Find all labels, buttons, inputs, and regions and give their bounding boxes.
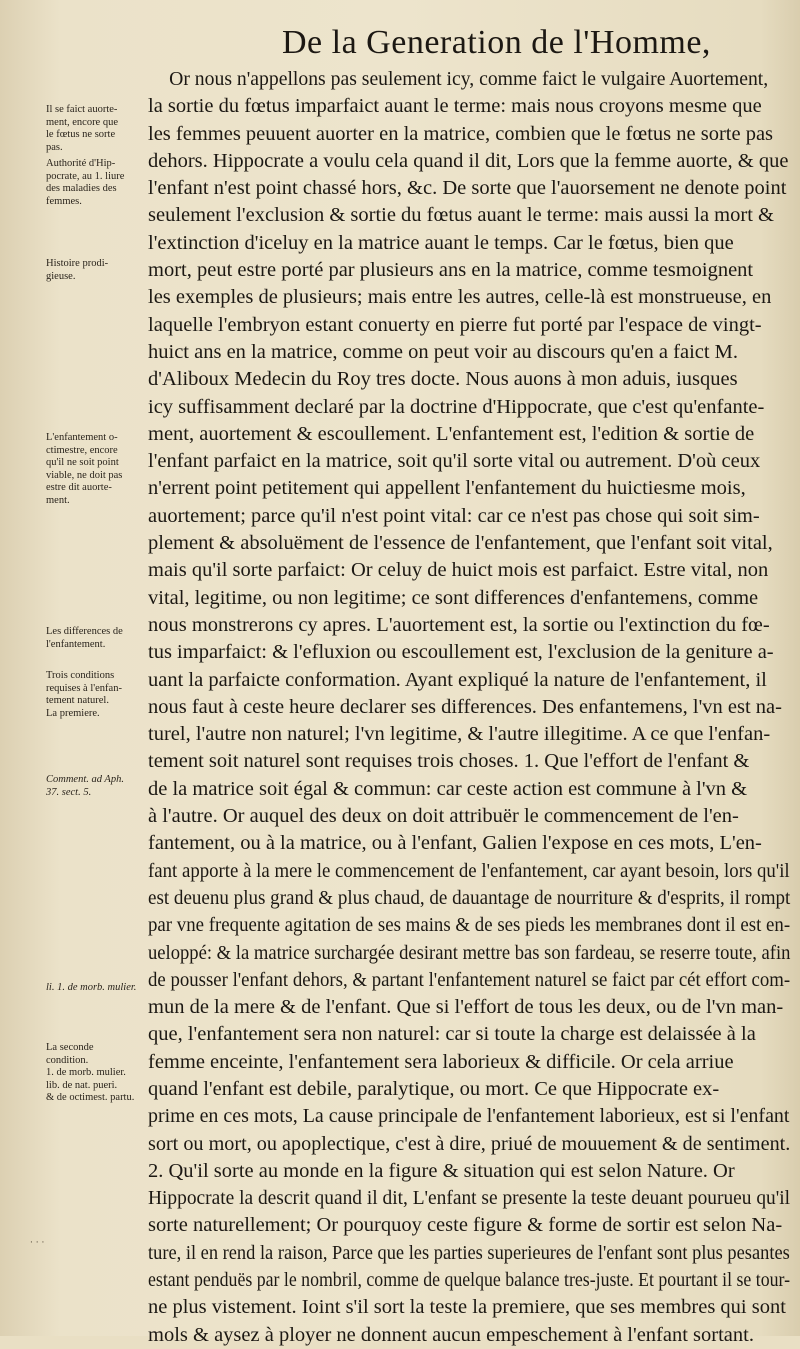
text-line: turel, l'autre non naturel; l'vn legitime, & l'autre illegitime. A ce que l'enfan- — [148, 723, 771, 746]
text-line: sorte naturellement; Or pourquoy ceste figure & forme de sortir est selon Na- — [148, 1214, 783, 1237]
text-line: par vne frequente agitation de ses mains & de ses pieds les membranes dont il est en- — [148, 914, 791, 937]
margin-note-octimestre — [46, 432, 150, 507]
text-line: est deuenu plus grand & plus chaud, de dauantage de nourriture & d'esprits, il rompt — [148, 886, 791, 909]
text-line: ueloppé: & la matrice surchargée desirant mettre bas son fardeau, se reserre toute, afin — [148, 941, 791, 964]
text-line: de pousser l'enfant dehors, & partant l'enfantement naturel se faict par cét effort com- — [148, 968, 791, 991]
margin-note-line: La seconde — [46, 1042, 94, 1053]
text-line: que, l'enfantement sera non naturel: car si toute la charge est delaissée à la — [148, 1023, 756, 1046]
text-line: fant apporte à la mere le commencement de l'enfantement, car ayant besoin, lors qu'il — [148, 859, 790, 882]
margin-note-line: li. 1. de morb. mulier. — [46, 982, 137, 993]
margin-note-line: La premiere. — [46, 707, 100, 719]
text-line: prime en ces mots, La cause principale de l'enfantement laborieux, est si l'enfant — [148, 1105, 790, 1128]
margin-note-line: viable, ne doit pas — [46, 469, 123, 481]
margin-note-trois-conditions — [46, 670, 150, 720]
margin-note-histoire — [46, 258, 150, 283]
margin-note-morb-mulier — [46, 982, 150, 995]
text-line: uant la parfaicte conformation. Ayant expliqué la nature de l'enfantement, il — [148, 668, 767, 691]
margin-note-line: Les differences de — [46, 626, 123, 637]
text-line: mort, peut estre porté par plusieurs ans en la matrice, comme tesmoignent — [148, 259, 754, 282]
text-line: nous faut à ceste heure declarer ses differences. Des enfantemens, l'vn est na- — [148, 695, 782, 718]
margin-note-line: Authorité d'Hip- — [46, 158, 116, 169]
text-line: mais qu'il sorte parfaict: Or celuy de huict mois est parfaict. Estre vital, non — [148, 559, 769, 582]
text-line: l'enfant n'est point chassé hors, &c. De sorte que l'auorsement ne denote point — [148, 177, 787, 200]
text-line: l'enfant parfaict en la matrice, soit qu'il sorte vital ou autrement. D'où ceux — [148, 450, 761, 473]
margin-note-line: Comment. ad Aph. — [46, 774, 124, 785]
text-line: nous monstrerons cy apres. L'auortement est, la sortie ou l'extinction du fœ- — [148, 613, 770, 636]
main-text — [148, 66, 790, 1349]
text-line: ne plus vistement. Ioint s'il sort la teste la premiere, que ses membres qui sont — [148, 1296, 786, 1319]
text-line: seulement l'exclusion & sortie du fœtus auant le terme: mais aussi la mort & — [148, 204, 774, 227]
margin-note-line: lib. de nat. pueri. — [46, 1079, 118, 1091]
margin-note-line: le fœtus ne sorte — [46, 129, 116, 140]
margin-note-line: 1. de morb. mulier. — [46, 1067, 126, 1078]
text-line: laquelle l'embryon estant conuerty en pierre fut porté par l'espace de vingt- — [148, 313, 762, 336]
margin-note-line: 37. sect. 5. — [46, 786, 92, 798]
text-line: femme enceinte, l'enfantement sera laborieux & difficile. Or cela arriue — [148, 1050, 734, 1073]
margin-note-line: ment. — [46, 494, 70, 506]
text-line: tus imparfaict: & l'efluxion ou escoullement est, l'exclusion de la geniture a- — [148, 641, 774, 664]
margin-note-line: requises à l'enfan- — [46, 682, 122, 694]
text-line: Or nous n'appellons pas seulement icy, comme faict le vulgaire Auortement, — [169, 68, 769, 90]
margin-note-seconde-condition — [46, 1042, 150, 1105]
margin-note-differences — [46, 626, 150, 651]
text-line: de la matrice soit égal & commun: car ceste action est commune à l'vn & — [148, 777, 748, 800]
margin-note-line: Trois conditions — [46, 670, 115, 681]
text-line: n'errent point petitement qui appellent l'enfantement du huictiesme mois, — [148, 477, 746, 500]
margin-note-line: condition. — [46, 1054, 89, 1066]
text-line: quand l'enfant est debile, paralytique, ou mort. Ce que Hippocrate ex- — [148, 1077, 720, 1100]
margin-note-line: pas. — [46, 141, 63, 153]
text-line: Hippocrate la descrit quand il dit, L'enfant se presente la teste deuant pourueu qu'il — [148, 1187, 791, 1210]
margin-note-line: ctimestre, encore — [46, 444, 118, 456]
margin-note-hippocrate — [46, 158, 150, 208]
margin-note-line: gieuse. — [46, 270, 76, 282]
margin-note-line: estre dit auorte- — [46, 482, 112, 493]
margin-note-line: l'enfantement. — [46, 638, 106, 650]
margin-note-auortement — [46, 104, 150, 154]
text-line: tement soit naturel sont requises trois choses. 1. Que l'effort de l'enfant & — [148, 750, 750, 773]
text-line: plement & absoluëment de l'essence de l'enfantement, que l'enfant soit vital, — [148, 532, 773, 555]
margin-note-line: L'enfantement o- — [46, 432, 118, 443]
margin-note-line: Il se faict auorte- — [46, 104, 118, 115]
margin-note-line: femmes. — [46, 195, 82, 207]
margin-note-line: Histoire prodi- — [46, 258, 109, 269]
text-line: vital, legitime, ou non legitime; ce sont differences d'enfantemens, comme — [148, 586, 759, 609]
margin-note-line: des maladies des — [46, 183, 117, 194]
text-line: mun de la mere & de l'enfant. Que si l'effort de tous les deux, ou de l'vn man- — [148, 996, 784, 1019]
page-title: De la Generation de l'Homme, — [282, 24, 711, 61]
text-line: 2. Qu'il sorte au monde en la figure & situation qui est selon Nature. Or — [148, 1159, 735, 1182]
margin-note-line: tement naturel. — [46, 695, 109, 706]
margin-note-line: & de octimest. partu. — [46, 1092, 135, 1103]
margin-note-comment-aph — [46, 774, 150, 799]
text-line: ment, auortement & escoullement. L'enfantement est, l'edition & sortie de — [148, 422, 755, 445]
text-line: dehors. Hippocrate a voulu cela quand il dit, Lors que la femme auorte, & que — [148, 149, 789, 172]
margin-note-line: pocrate, au 1. liure — [46, 170, 125, 182]
text-line: estant penduës par le nombril, comme de quelque balance tres-juste. Et pourtant il se tour- — [148, 1269, 791, 1292]
text-line: d'Aliboux Medecin du Roy tres docte. Nous auons à mon aduis, iusques — [148, 368, 738, 391]
text-line: la sortie du fœtus imparfaict auant le terme: mais nous croyons mesme que — [148, 95, 762, 118]
text-line: ture, il en rend la raison, Parce que les parties superieures de l'enfant sont plus pesantes — [148, 1241, 790, 1264]
text-line: icy suffisamment declaré par la doctrine d'Hippocrate, que c'est qu'enfante- — [148, 395, 765, 418]
text-line: mols & aysez à ployer ne donnent aucun empeschement à l'enfant sortant. — [148, 1323, 754, 1346]
text-line: à l'autre. Or auquel des deux on doit attribuër le commencement de l'en- — [148, 805, 739, 828]
text-line: sort ou mort, ou apoplectique, c'est à dire, priué de mouuement & de sentiment. — [148, 1132, 791, 1155]
text-line: huict ans en la matrice, comme on peut voir au discours qu'en a faict M. — [148, 340, 739, 363]
margin-note-line: qu'il ne soit point — [46, 457, 119, 468]
page-specks: · · · — [30, 1238, 45, 1248]
text-line: l'extinction d'iceluy en la matrice auant le temps. Car le fœtus, bien que — [148, 231, 734, 254]
text-line: les exemples de plusieurs; mais entre les autres, celle-là est monstrueuse, en — [148, 286, 772, 309]
text-line: auortement; parce qu'il n'est point vital: car ce n'est pas chose qui soit sim- — [148, 504, 760, 527]
margin-note-line: ment, encore que — [46, 116, 119, 128]
text-line: les femmes peuuent auorter en la matrice, combien que le fœtus ne sorte pas — [148, 122, 774, 145]
text-line: fantement, ou à la matrice, ou à l'enfant, Galien l'expose en ces mots, L'en- — [148, 832, 762, 855]
